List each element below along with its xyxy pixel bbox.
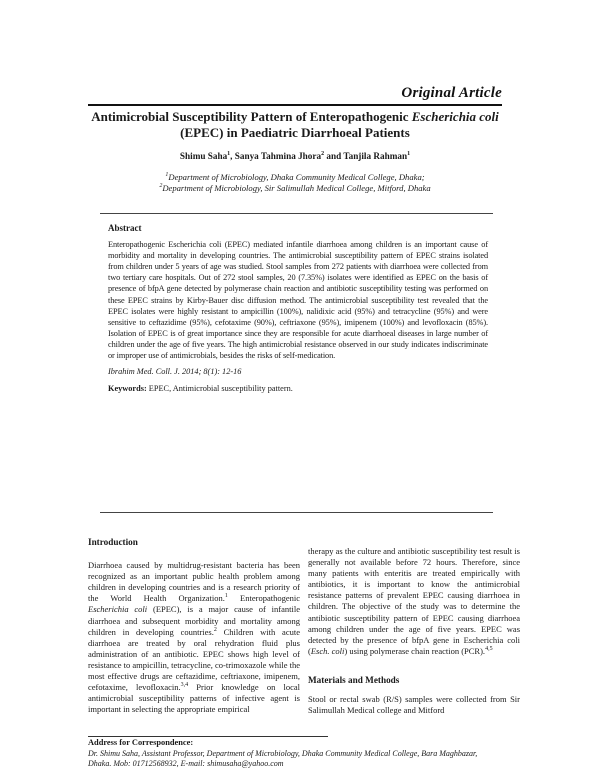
- keywords-label: Keywords:: [108, 384, 147, 394]
- intro-text-2: Enteropathogenic: [227, 593, 301, 604]
- keywords: [108, 383, 488, 394]
- author-1: Shimu Saha: [179, 151, 228, 161]
- correspondence-label: Address for Correspondence:: [88, 738, 194, 747]
- keywords-text: EPEC, Antimicrobial susceptibility pattern.: [146, 384, 293, 394]
- intro-text-5: Prior knowledge on local antimicrobial susceptibility patterns of infective agent is important in selecting the appropriate empirical: [88, 682, 300, 715]
- right-column: [308, 546, 520, 716]
- ref-4-5: 4,5: [485, 646, 493, 653]
- paper-title: [88, 109, 502, 140]
- intro-cont-organism: Esch. coli: [310, 645, 345, 656]
- affiliation-1: [88, 172, 502, 183]
- abstract-heading: Abstract: [108, 223, 142, 233]
- correspondence-text: Dr. Shimu Saha, Assistant Professor, Department of Microbiology, Dhaka Community Medical College, Bara Maghbazar, Dhaka. Mob: 01712568932, E-mail: shimusaha@yahoo.com: [88, 748, 478, 768]
- affiliations: [88, 172, 502, 194]
- author-3-affil: 1: [407, 150, 411, 157]
- intro-text-4: Children with acute diarrhoea are treated by oral rehydration fluid plus administration of an antibiotic. EPEC shows high level of resistance to ampicillin, tetracycline, co-trimoxazole while the most effective drugs are ceftazidime, ceftriaxone, imipenem, cefotaxime, levofloxacin.: [88, 626, 300, 693]
- introduction-heading: Introduction: [88, 537, 138, 547]
- affiliation-2: [88, 183, 502, 194]
- title-line1: Antimicrobial Susceptibility Pattern of Enteropathogenic: [91, 109, 412, 124]
- author-2: Sanya Tahmina Jhora: [234, 151, 322, 161]
- abstract-bottom-rule: [100, 512, 493, 513]
- introduction-column: [88, 537, 300, 715]
- header-divider: [88, 104, 502, 106]
- affiliation-1-text: Department of Microbiology, Dhaka Community Medical College, Dhaka;: [168, 172, 425, 182]
- author-list: [88, 151, 502, 161]
- intro-text-3: (EPEC), is a major cause of infantile diarrhoea and subsequent morbidity and mortality among children in developing countries.: [88, 604, 300, 637]
- intro-text-1: Diarrhoea caused by multidrug-resistant bacteria has been recognized as an important public health problem among children in developing countries and is a research priority of the World Health Organization.: [88, 560, 300, 604]
- intro-cont-text-1: therapy as the culture and antibiotic susceptibility test result is generally not available before 72 hours. Therefore, since many patients with enteritis are treated empirically with antibiotics, it is important to know the antimicrobial resistance patterns of prevalent EPEC causing diarrhoea in children. The objective of the study was to determine the antibiotic susceptibility pattern of EPEC causing diarrhoea among children under the age of five years. EPEC was detected by the presence of bfpA gene in Escherichia coli (: [308, 546, 520, 656]
- author-sep-2: and: [324, 151, 344, 161]
- abstract-body: Enteropathogenic Escherichia coli (EPEC) mediated infantile diarrhoea among children is an important cause of morbidity and mortality in developing countries. The antimicrobial susceptibility pattern of EPEC strains isolated from children under 5 years of age was studied. Stool samples from 272 patients with diarrhoea were collected from two tertiary care hospitals. Out of 272 stool samples, 20 (7.35%) isolates were identified as EPEC on the basis of presence of bfpA gene detected by polymerase chain reaction and antibiotic susceptibility testing was performed on these EPEC strains by Kirby-Bauer disc diffusion method. The antimicrobial susceptibility test revealed that the EPEC isolates were highly resistant to ampicillin (100%), nalidixic acid (95%) and tetracycline (95%) and were sensitive to ceftazidime (95%), cefotaxime (90%), ceftriaxone (95%), imipenem (100%) and levofloxacin (85%). Isolation of EPEC is of great importance since they are responsible for acute diarrhoeal diseases in large number of children under the age of five years. The high antimicrobial resistance observed in our study indicates indiscriminate or improper use of antimicrobials, besides the risks of self-medication.: [108, 240, 488, 361]
- affiliation-2-text: Department of Microbiology, Sir Salimullah Medical College, Mitford, Dhaka: [162, 183, 431, 193]
- introduction-paragraph: [88, 560, 300, 715]
- author-1-affil: 1: [227, 150, 231, 157]
- affiliation-1-number: 1: [165, 172, 169, 179]
- citation: Ibrahim Med. Coll. J. 2014; 8(1): 12-16: [108, 367, 242, 377]
- ref-3-4: 3,4: [180, 682, 189, 689]
- intro-cont-text-2: ) using polymerase chain reaction (PCR).: [344, 645, 486, 656]
- affiliation-2-number: 2: [159, 183, 163, 190]
- ref-2: 2: [213, 626, 217, 633]
- author-3: Tanjila Rahman: [343, 151, 408, 161]
- correspondence-block: [88, 738, 502, 770]
- author-sep-1: ,: [230, 151, 235, 161]
- correspondence-rule: [88, 736, 328, 737]
- introduction-continued: [308, 546, 520, 657]
- author-2-affil: 2: [321, 150, 325, 157]
- title-line2: (EPEC) in Paediatric Diarrhoeal Patients: [180, 124, 410, 140]
- abstract-section: [108, 223, 488, 394]
- intro-organism: Escherichia coli: [88, 604, 148, 615]
- article-type-label: Original Article: [401, 85, 502, 101]
- abstract-top-rule: [100, 213, 493, 214]
- ref-1: 1: [224, 593, 228, 600]
- title-organism: Escherichia coli: [411, 109, 499, 124]
- methods-paragraph: Stool or rectal swab (R/S) samples were collected from Sir Salimullah Medical college and Mitford: [308, 694, 520, 716]
- methods-heading: Materials and Methods: [308, 674, 400, 685]
